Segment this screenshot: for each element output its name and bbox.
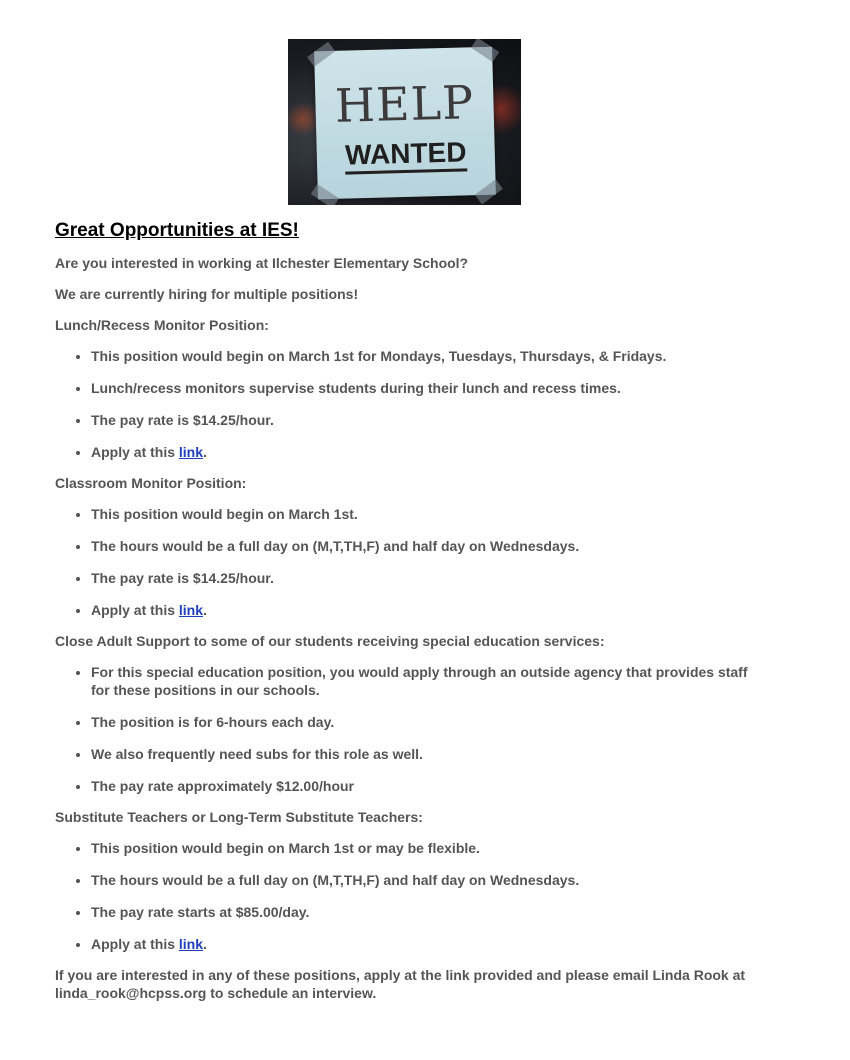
tape (471, 39, 499, 62)
tape (311, 184, 339, 205)
list-item: • The pay rate starts at $85.00/day. (91, 903, 775, 921)
background-light (288, 99, 318, 139)
list-item: • The hours would be a full day on (M,T,TH,F) and half day on Wednesdays. (91, 537, 775, 555)
list-item: • For this special education position, you would apply through an outside agency that provides staff for these positions in our schools. (91, 663, 775, 699)
list-item: • This position would begin on March 1st for Mondays, Tuesdays, Thursdays, & Fridays. (91, 347, 775, 365)
apply-link[interactable]: link (178, 444, 204, 460)
list-item: • This position would begin on March 1st or may be flexible. (91, 839, 775, 857)
position-details-list (55, 663, 775, 795)
tape (475, 179, 503, 204)
list-item (91, 935, 775, 953)
sign-text-help: HELP (334, 75, 475, 133)
list-item: • This position would begin on March 1st. (91, 505, 775, 523)
section-heading: Substitute Teachers or Long-Term Substitute Teachers: (55, 809, 423, 825)
list-item: • We also frequently need subs for this role as well. (91, 745, 775, 763)
list-item: • The pay rate is $14.25/hour. (91, 569, 775, 587)
apply-text: Apply at this (91, 444, 179, 460)
help-wanted-sign-image (288, 39, 521, 205)
article-body (55, 219, 775, 1002)
closing-text: If you are interested in any of these positions, apply at the link provided and please email Linda Rook at linda_rook@hcpss.org to schedule an interview. (55, 967, 746, 1001)
list-item: • The hours would be a full day on (M,T,TH,F) and half day on Wednesdays. (91, 871, 775, 889)
apply-period: . (203, 444, 207, 460)
section-heading: Classroom Monitor Position: (55, 475, 247, 491)
position-details-list (55, 347, 775, 461)
apply-period: . (203, 936, 207, 952)
apply-period: . (203, 602, 207, 618)
position-details-list (55, 839, 775, 953)
apply-link[interactable]: link (178, 936, 204, 952)
apply-text: Apply at this (91, 936, 179, 952)
section-heading: Lunch/Recess Monitor Position: (55, 317, 269, 333)
section-heading: Close Adult Support to some of our students receiving special education services: (55, 633, 605, 649)
list-item: • The position is for 6-hours each day. (91, 713, 775, 731)
list-item: • The pay rate is $14.25/hour. (91, 411, 775, 429)
tape (307, 42, 335, 67)
intro-text: Are you interested in working at Ilchester Elementary School? (55, 255, 469, 271)
list-item (91, 443, 775, 461)
sign-text-wanted (316, 137, 495, 172)
list-item (91, 601, 775, 619)
list-item: • Lunch/recess monitors supervise students during their lunch and recess times. (91, 379, 775, 397)
apply-text: Apply at this (91, 602, 179, 618)
hiring-text: We are currently hiring for multiple positions! (55, 286, 359, 302)
list-item: • The pay rate approximately $12.00/hour (91, 777, 775, 795)
sign-paper (314, 47, 496, 200)
apply-link[interactable]: link (178, 602, 204, 618)
page-title: Great Opportunities at IES! (55, 220, 299, 241)
sign-text-wanted-label: WANTED (345, 136, 467, 174)
position-details-list (55, 505, 775, 619)
